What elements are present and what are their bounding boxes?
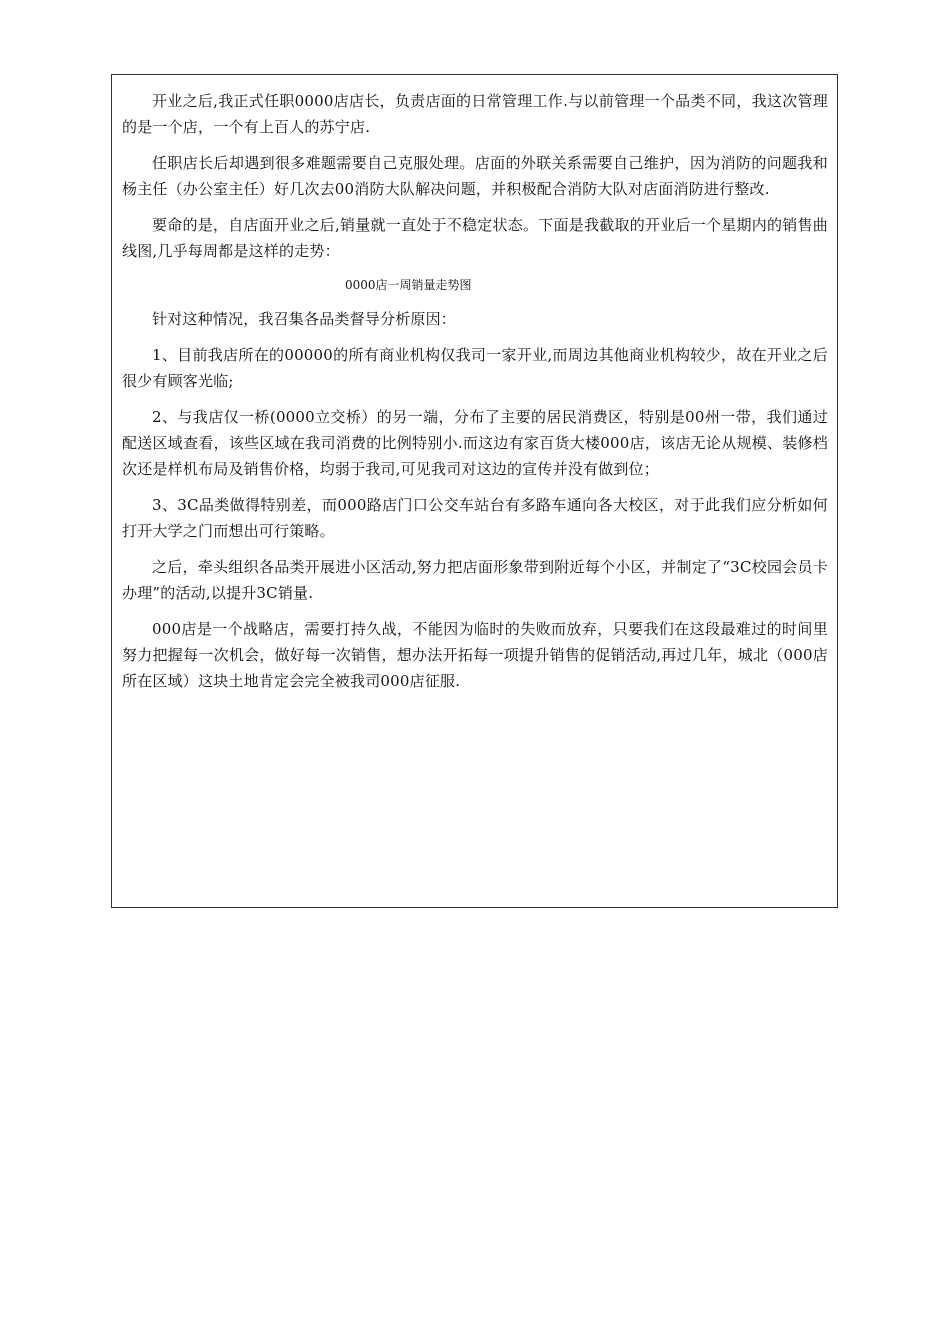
paragraph-reason-3: 3、3C品类做得特别差，而000路店门口公交车站台有多路车通向各大校区，对于此我们应分析如何打开大学之门而想出可行策略。 xyxy=(122,496,828,540)
paragraph-analysis-intro: 针对这种情况，我召集各品类督导分析原因： xyxy=(152,310,457,328)
paragraph-reason-2: 2、与我店仅一桥(0000立交桥）的另一端，分布了主要的居民消费区，特别是00州一带，我们通过配送区域查看，该些区域在我司消费的比例特别小.而这边有家百货大楼000店，该店无论从规模、装修档次还是样机布局及销售价格，均弱于我司,可见我司对这边的宣传并没有做到位； xyxy=(122,408,828,478)
paragraph-reason-1: 1、目前我店所在的00000的所有商业机构仅我司一家开业,而周边其他商业机构较少，故在开业之后很少有顾客光临; xyxy=(122,346,828,390)
figure-caption: 0000店一周销量走势图 xyxy=(345,278,472,292)
document-frame xyxy=(111,74,838,908)
document-body xyxy=(122,88,828,704)
paragraph-actions: 之后，牵头组织各品类开展进小区活动,努力把店面形象带到附近每个小区，并制定了“3C校园会员卡办理”的活动,以提升3C销量. xyxy=(122,558,828,602)
paragraph-store-manager: 开业之后,我正式任职0000店店长，负责店面的日常管理工作.与以前管理一个品类不同，我这次管理的是一个店，一个有上百人的苏宁店. xyxy=(122,92,828,136)
paragraph-unstable-sales: 要命的是，自店面开业之后,销量就一直处于不稳定状态。下面是我截取的开业后一个星期内的销售曲线图,几乎每周都是这样的走势： xyxy=(122,216,828,260)
paragraph-difficulties: 任职店长后却遇到很多难题需要自己克服处理。店面的外联关系需要自己维护，因为消防的问题我和杨主任（办公室主任）好几次去00消防大队解决问题，并积极配合消防大队对店面消防进行整改. xyxy=(122,154,828,198)
paragraph-conclusion: 000店是一个战略店，需要打持久战，不能因为临时的失败而放弃，只要我们在这段最难过的时间里努力把握每一次机会，做好每一次销售，想办法开拓每一项提升销售的促销活动,再过几年，城北（000店所在区域）这块土地肯定会完全被我司000店征服. xyxy=(122,620,828,690)
